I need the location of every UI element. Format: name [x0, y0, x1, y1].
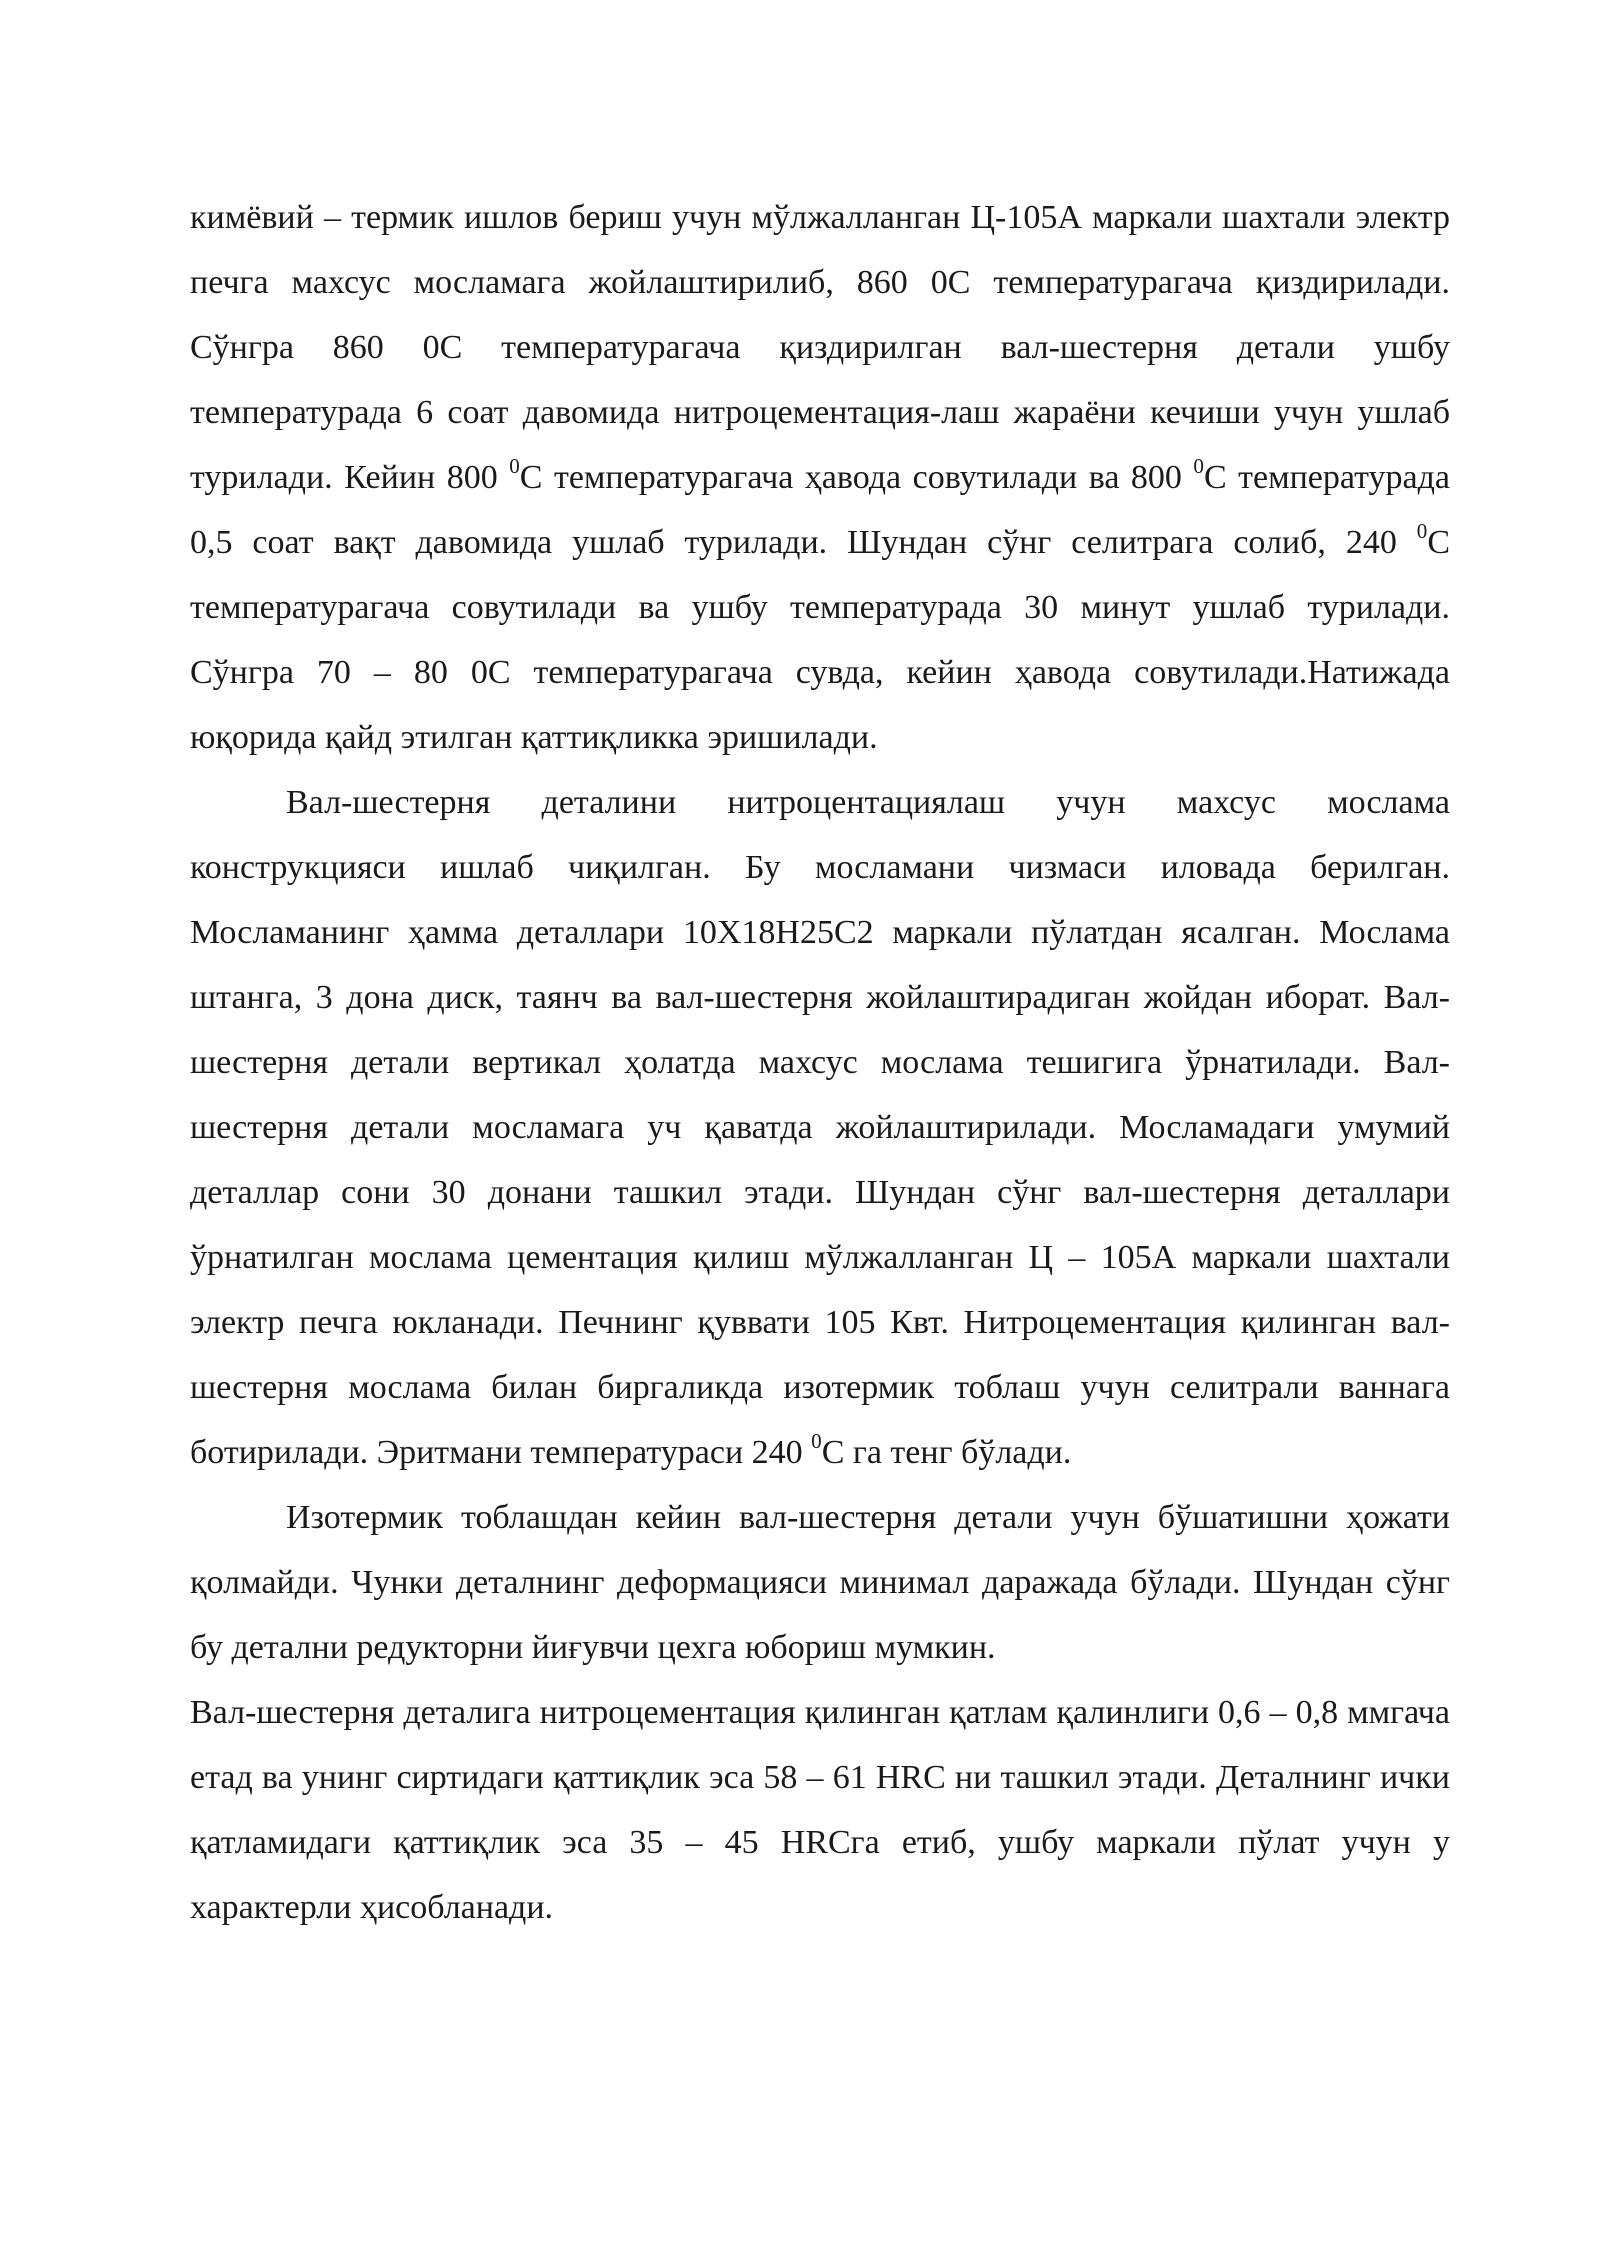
degree-superscript: 0: [811, 1428, 822, 1453]
paragraph-1-text-3: С температурада 0,5 соат вақт давомида ушлаб турилади. Шундан сўнг селитрага солиб, 240: [190, 459, 1451, 561]
paragraph-3-line-2: Вал-шестерня деталига нитроцементация қилинган қатлам қалинлиги 0,6 – 0,8 ммгача етад ва унинг сиртидаги қаттиқлик эса 58 – 61 HRC ни ташкил этади. Деталнинг ички қатламидаги қаттиқлик эса 35 – 45 HRCга етиб, ушбу маркали пўлат учун у характерли ҳисобланади.: [190, 1694, 1450, 1926]
paragraph-fixture-design: [190, 770, 1450, 1485]
paragraph-1-text-1: кимёвий – термик ишлов бериш учун мўлжалланган Ц-105А маркали шахтали электр печга махсус мосламага жойлаштирилиб, 860 0С температурагача қиздирилади. Сўнгра 860 0С температурагача қиздирилган вал-шестерня детали ушбу температурада 6 соат давомида нитроцементация-лаш жараёни кечиши учун ушлаб турилади. Кейин 800: [190, 199, 1450, 496]
degree-superscript: 0: [509, 453, 520, 478]
paragraph-3-line-1: Изотермик тоблашдан кейин вал-шестерня детали учун бўшатишни ҳожати қолмайди. Чунки деталнинг деформацияси минимал даражада бўлади. Шундан сўнг бу детални редукторни йиғувчи цехга юбориш мумкин.: [190, 1499, 1450, 1666]
document-page: [190, 185, 1450, 1940]
paragraph-layer-hardness: [190, 1680, 1450, 1940]
paragraph-heat-treatment: [190, 185, 1450, 770]
paragraph-2-text-1: Вал-шестерня деталини нитроцентациялаш учун махсус мослама конструкцияси ишлаб чиқилган. Бу мосламани чизмаси иловада берилган. Мосламанинг ҳамма деталлари 10Х18Н25С2 маркали пўлатдан ясалган. Мослама штанга, 3 дона диск, таянч ва вал-шестерня жойлаштирадиган жойдан иборат. Вал- шестерня детали вертикал ҳолатда махсус мослама тешигига ўрнатилади. Вал-шестерня детали мосламага уч қаватда жойлаштирилади. Мосламадаги умумий деталлар сони 30 донани ташкил этади. Шундан сўнг вал-шестерня деталлари ўрнатилган мослама цементация қилиш мўлжалланган Ц – 105А маркали шахтали электр печга юкланади. Печнинг қуввати 105 Квт. Нитроцементация қилинган вал-шестерня мослама билан биргаликда изотермик тоблаш учун селитрали ваннага ботирилади. Эритмани температураси 240: [190, 784, 1450, 1471]
paragraph-1-text-2: С температурагача ҳавода совутилади ва 800: [519, 459, 1194, 496]
paragraph-1-text-4: С температурагача совутилади ва ушбу температурада 30 минут ушлаб турилади. Сўнгра 70 – 80 0С температурагача сувда, кейин ҳавода совутилади.Натижада юқорида қайд этилган қаттиқликка эришилади.: [190, 524, 1450, 756]
paragraph-isothermal-quench: [190, 1485, 1450, 1680]
degree-superscript: 0: [1416, 518, 1428, 543]
paragraph-2-text-2: С га тенг бўлади.: [821, 1434, 1072, 1471]
degree-superscript: 0: [1193, 453, 1204, 478]
